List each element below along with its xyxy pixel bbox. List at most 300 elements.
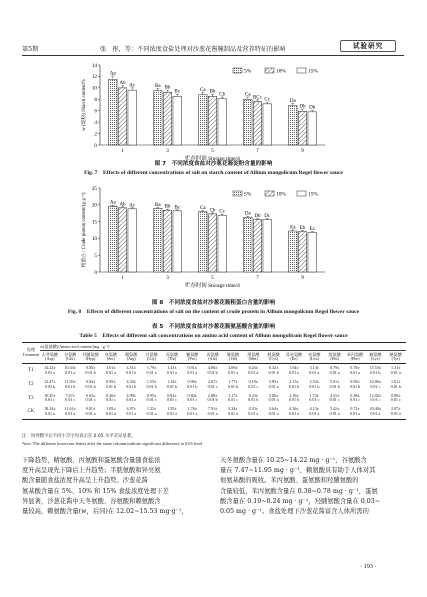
table-cell-value: 6.79±: [329, 364, 340, 370]
table-cell-value: 4.97±: [126, 406, 136, 412]
table-cell-value: 3.86±: [268, 392, 279, 398]
fig7-bar: [263, 104, 272, 145]
fig8-significance-label: Bc: [174, 205, 180, 211]
table-cell-significance: 0.01 c: [187, 397, 198, 403]
table-cell-value: 0.01±: [85, 406, 96, 412]
table-cell-significance: 0.01 a: [349, 411, 360, 417]
table-cell-value: 0.38±: [350, 392, 360, 398]
table-cell-significance: 0.01 c: [227, 397, 238, 403]
amino-acid-abbrev: (Asp): [45, 356, 55, 362]
page-number: · 193 ·: [360, 563, 377, 570]
fig7-y-tick-label: 10: [91, 85, 97, 92]
table-cell-significance: 0.01 a: [370, 411, 381, 417]
amino-acid-name-cn: 苯丙氨酸: [346, 351, 364, 357]
fig7-significance-label: Bc: [174, 89, 180, 95]
fig7-significance-label: Da: [289, 98, 296, 104]
fig8-bar: [118, 208, 127, 272]
table-cell-value: 7.91±: [207, 406, 218, 412]
amino-acid-name-cn: 天冬氨酸: [41, 351, 59, 357]
table-row-significance: [22, 385, 406, 392]
table-cell-significance: 0.01 a: [329, 369, 340, 375]
amino-acid-column-header: [182, 350, 202, 363]
table-cell-value: 0.58±: [350, 378, 360, 384]
table-cell-value: 3.64±: [268, 406, 279, 412]
table-cell-significance: 0.01 a: [288, 369, 299, 375]
table-cell-significance: 0.01 b: [390, 383, 401, 389]
table-cell-value: 0.82±: [167, 392, 177, 398]
fig8-significance-label: Ea: [290, 225, 296, 231]
fig8-bar: [109, 206, 118, 272]
body-text-line: 氨基酸含量在 5%、10% 和 15% 食盐浓度处理下差: [22, 487, 169, 495]
table-cell-significance: 0.01 c: [44, 397, 55, 403]
table-cell-significance: 0.01 b: [370, 369, 381, 375]
table-cell-significance: 0.01 b: [227, 383, 239, 389]
table-cell-significance: 0.01 c: [65, 397, 76, 403]
fig8-bar: [263, 220, 272, 272]
fig7-significance-label: Ba: [155, 83, 161, 89]
table-cell-value: 1.41±: [167, 364, 177, 370]
amino-acid-abbrev: (Ile): [290, 356, 298, 362]
body-text-line: 酸含量随食盐浓度升高呈上升趋势。沙葱花酱: [22, 477, 148, 485]
fig7-bar: [199, 95, 208, 145]
issue-label: 第5期: [22, 46, 39, 53]
table-cell-significance: 0.01 a: [126, 397, 137, 403]
table-cell-significance: 0.01 b: [187, 383, 198, 389]
amino-acid-abbrev: (Ala): [208, 356, 217, 362]
amino-acid-column-header: [324, 350, 344, 363]
treatment-label: CK: [27, 409, 35, 415]
amino-acid-name-cn: 精氨酸: [125, 351, 138, 357]
table-cell-significance: 0.01 c: [166, 397, 177, 403]
amino-acid-column-header: [141, 350, 161, 363]
section-badge: 试验研究: [340, 40, 396, 52]
body-text-line: 度升高呈现先下降后上升趋势；半胱氨酸和异亮氨: [22, 467, 161, 475]
table-cell-significance: 0.01 b: [248, 397, 259, 403]
amino-acid-name-cn: 苏氨酸: [165, 351, 179, 357]
fig7-x-tick-label: 1: [121, 148, 124, 154]
amino-acid-abbrev: (Tyr): [391, 356, 400, 362]
fig8-significance-label: Da: [244, 211, 251, 217]
amino-acid-abbrev: (Val): [228, 356, 238, 362]
fig8-legend-label: 10%: [276, 191, 286, 198]
table-cell-significance: 0.01 b: [105, 383, 116, 389]
table-cell-significance: 0.01 c: [146, 397, 157, 403]
amino-acid-column-header: [345, 350, 365, 363]
body-text-line: 天冬氨酸含量在 10.25~14.22 mg · g⁻¹，谷氨酸含: [220, 457, 367, 464]
fig7-bar: [218, 99, 227, 145]
treatment-label: T2: [28, 381, 34, 387]
table-cell-significance: 0.01 a: [309, 369, 320, 375]
figure-7-caption-cn: 图 7 不同浓度食盐对沙葱花酱淀粉含量的影响: [154, 161, 273, 167]
table-cell-significance: 0.01 c: [105, 397, 116, 403]
table-cell-significance: 0.01 b: [329, 383, 340, 389]
table-cell-value: 4.13±: [309, 406, 320, 412]
table-cell-value: 2.07±: [391, 406, 401, 412]
table-cell-value: 0.91±: [187, 364, 197, 370]
fig7-bar: [163, 92, 172, 145]
table-cell-significance: 0.01 a: [329, 411, 340, 417]
amino-acid-name-cn: 丝氨酸: [104, 351, 118, 357]
table-cell-value: 0.84±: [187, 392, 197, 398]
table-cell-significance: 0.01 a: [268, 383, 279, 389]
fig7-x-tick-label: 5: [211, 148, 214, 154]
amino-acid-abbrev: (Glu): [65, 356, 75, 362]
fig7-x-tick-label: 3: [166, 148, 169, 154]
table-cell-value: 0.80±: [391, 392, 401, 398]
table-cell-value: 12.47±: [44, 378, 56, 384]
table-cell-significance: 0.01 b: [126, 369, 137, 375]
amino-acid-name-cn: 脯氨酸: [186, 351, 199, 357]
table-cell-significance: 0.01 a: [227, 369, 238, 375]
table-cell-value: 1.35±: [146, 406, 157, 412]
table-cell-significance: 0.01 c: [248, 383, 259, 389]
table-cell-value: 20.40±: [369, 406, 382, 412]
amino-acid-abbrev: (His): [330, 356, 339, 362]
fig7-x-axis-label: 贮存时间 Storage time/d: [185, 156, 240, 160]
fig7-y-tick-label: 6: [94, 108, 97, 115]
table-cell-significance: 0.01 a: [309, 411, 320, 417]
fig8-x-axis-label: 贮存时间 Storage time/d: [185, 283, 240, 288]
fig8-significance-label: Db: [254, 214, 261, 220]
fig7-significance-label: BCc: [253, 95, 262, 101]
table-5-note-en: Note: The different lowercase letters after the same column indicate significant difference at 0.05 level.: [22, 441, 204, 446]
table-cell-value: 0.78±: [350, 364, 360, 370]
fig8-bar: [289, 231, 298, 272]
fig8-legend-swatch: [265, 191, 274, 196]
fig7-significance-label: Aa: [109, 71, 116, 77]
table-cell-value: 1.76±: [187, 406, 197, 412]
table-cell-significance: 0.01 b: [85, 369, 96, 375]
table-cell-value: 0.32±: [268, 364, 279, 370]
table-cell-significance: 0.01 b: [126, 383, 137, 389]
amino-acid-abbrev: (Cys): [269, 356, 279, 362]
fig8-significance-label: Ca: [200, 206, 206, 212]
table-cell-value: 5.01±: [329, 378, 340, 384]
fig8-x-tick-label: 7: [256, 275, 259, 281]
fig7-bar: [253, 102, 262, 145]
figure-7-chart: [0, 60, 427, 160]
body-text-line: 量在 7.47~11.95 mg · g⁻¹，赖氨酸具有助于人体对其: [220, 467, 376, 475]
amino-acid-column-header: [304, 350, 324, 363]
fig7-legend-label: 10%: [276, 68, 286, 75]
table-cell-significance: 0.01 a: [227, 411, 238, 417]
table-cell-significance: 0.01 a: [166, 411, 177, 417]
table-cell-significance: 0.01 a: [268, 411, 279, 417]
table-cell-significance: 0.01 a: [248, 369, 259, 375]
fig8-bar: [163, 210, 172, 272]
table-cell-value: 1.55±: [146, 378, 157, 384]
fig8-x-tick-label: 9: [301, 275, 304, 281]
table-cell-significance: 0.01 a: [105, 369, 116, 375]
fig7-significance-label: Ca: [200, 87, 206, 93]
table-cell-value: 2.88±: [207, 392, 218, 398]
table-cell-significance: 0.01 b: [349, 383, 361, 389]
table-cell-value: 2.67±: [207, 378, 218, 384]
body-text-left-column: [22, 456, 204, 517]
figure-8-caption-en: Fig. 8 Effects of different concentrations of salt on the content of crude protein in Allium mongolicum Regel flower sauce: [67, 309, 360, 315]
table-cell-significance: 0.01 a: [288, 411, 299, 417]
fig8-bar: [128, 209, 137, 272]
table-cell-value: 2.34±: [228, 406, 238, 412]
fig7-y-tick-label: 8: [94, 97, 97, 104]
body-text-line: 0.05 mg · g⁻¹。食盐处理下沙葱花酱富含人体所需的: [220, 508, 369, 516]
amino-acid-column-header: [223, 350, 243, 363]
table-cell-significance: 0.01 a: [349, 369, 360, 375]
table-cell-significance: 0.01 c: [207, 383, 218, 389]
treatment-label: T1: [28, 367, 34, 373]
fig8-significance-label: Aa: [109, 200, 116, 206]
table-cell-value: 1.64±: [289, 364, 299, 370]
figure-8-svg: [0, 180, 427, 288]
amino-acid-name-cn: 胱氨酸: [267, 351, 280, 357]
table-cell-significance: 0.01 a: [146, 411, 157, 417]
table-5-title-en: Table 5 Effects of different salt concentrations on amino acid content of Allium mongolicum Regel flower sauce: [79, 333, 348, 339]
table-cell-significance: 0.01 a: [268, 397, 279, 403]
table-cell-value: 12.02±: [369, 392, 382, 398]
table-cell-value: 4.06±: [207, 364, 218, 370]
fig7-bar: [109, 79, 118, 145]
table-cell-significance: 0.01 a: [187, 411, 198, 417]
fig8-bar: [199, 212, 208, 272]
fig8-bar: [154, 208, 163, 272]
body-text-right-column: [220, 456, 406, 517]
table-cell-significance: 0.01 b: [85, 383, 96, 389]
table-cell-significance: 0.01 b: [288, 397, 300, 403]
table-cell-significance: 0.01 a: [65, 369, 76, 375]
table-cell-value: 7.47±: [65, 392, 75, 398]
body-text-line: 异显著，沙葱花酱中天冬氨酸、谷氨酸和赖氨酸含: [22, 497, 161, 505]
body-text-line: 他氨基酸的吸收。苯丙氨酸、蛋氨酸和羟脯氨酸的: [220, 477, 359, 485]
fig7-y-tick-label: 0: [94, 142, 97, 149]
table-cell-value: 1.01±: [106, 364, 116, 370]
figure-8-caption-cn: 图 8 不同浓度食盐对沙葱花酱粗蛋白含量的影响: [151, 300, 276, 306]
table-cell-value: 0.24±: [248, 364, 258, 370]
fig7-bar: [308, 112, 317, 145]
fig8-bar: [308, 232, 317, 272]
table-cell-significance: 0.01 a: [105, 411, 116, 417]
table-cell-value: 0.19±: [248, 378, 258, 384]
amino-acid-column-header: [263, 350, 283, 363]
table-cell-significance: 0.01 b: [207, 397, 218, 403]
amino-acid-column-header: [284, 350, 304, 363]
table-cell-significance: 0.01 a: [85, 411, 96, 417]
amino-acid-column-header: [365, 350, 385, 363]
table-cell-significance: 0.01 b: [288, 383, 300, 389]
fig8-bar: [253, 220, 262, 272]
fig7-y-tick-label: 4: [94, 119, 97, 126]
running-title: 张 彤，等：不同浓度食盐处理对沙葱花酱腌制品及营养特征的影响: [100, 46, 286, 53]
amino-acid-name-cn: 赖氨酸: [369, 351, 382, 357]
fig8-significance-label: Ac: [129, 203, 136, 209]
table-cell-significance: 0.01 a: [146, 369, 157, 375]
table-cell-significance: 0.01 a: [390, 411, 401, 417]
table-cell-value: 0.95±: [146, 392, 157, 398]
table-cell-value: 1.55±: [167, 406, 177, 412]
fig8-legend-label: 5%: [244, 191, 252, 198]
fig7-legend-swatch: [265, 68, 274, 73]
table-cell-value: 1.17±: [228, 392, 238, 398]
fig7-legend-swatch: [233, 68, 242, 73]
fig7-significance-label: Ca: [245, 92, 251, 98]
amino-acid-name-cn: 蛋氨酸: [247, 351, 260, 357]
table-cell-value: 0.05±: [85, 364, 96, 370]
fig7-significance-label: Db: [299, 104, 306, 110]
fig7-y-tick-label: 2: [94, 131, 97, 138]
table-cell-value: 3.85±: [268, 378, 279, 384]
fig7-significance-label: Cb: [219, 92, 226, 98]
fig7-bar: [298, 111, 307, 145]
fig8-significance-label: Bb: [164, 204, 171, 210]
fig8-y-tick-label: 15: [91, 219, 97, 226]
amino-acid-name-cn: 羟脯氨酸: [82, 351, 99, 357]
fig7-bar: [173, 96, 182, 145]
table-cell-value: 2.52±: [309, 378, 320, 384]
amino-acid-name-cn: 丙氨酸: [206, 351, 219, 357]
fig8-x-tick-label: 1: [121, 275, 124, 281]
amino-acid-column-header: [121, 350, 141, 363]
fig7-significance-label: Db: [309, 105, 316, 111]
table-cell-significance: 0.01 a: [44, 411, 55, 417]
amino-acid-name-cn: 甘氨酸: [145, 351, 158, 357]
figure-7-caption-en: Fig. 7 Effects of different concentrations of salt on starch content of Allium mongolicum Regel flower sauce: [84, 170, 343, 176]
amino-acid-name-cn: 缬氨酸: [226, 351, 240, 357]
table-cell-value: 15.53±: [369, 364, 382, 370]
table-cell-value: 1.14±: [167, 378, 177, 384]
fig8-y-axis-label: 粗蛋白 / Crude protein content/(g·g⁻¹): [82, 192, 87, 268]
body-text-line: 量较高，赖氨酸含量(w，后同)在 12.02~15.53 mg·g⁻¹，: [22, 508, 188, 516]
fig8-y-tick-label: 10: [91, 236, 97, 243]
table-cell-value: 11.95±: [64, 378, 76, 384]
amino-acid-column-header: [386, 350, 406, 363]
fig8-bar: [208, 214, 217, 272]
table-row-significance: [22, 371, 406, 378]
table-cell-value: 2.06±: [228, 364, 238, 370]
figure-8-chart: [0, 180, 427, 288]
table-cell-value: 10.43±: [64, 364, 76, 370]
fig8-y-tick-label: 0: [94, 269, 97, 276]
table-cell-significance: 0.01 c: [85, 397, 96, 403]
fig7-y-tick-label: 12: [91, 74, 97, 81]
table-cell-value: 5.41±: [329, 406, 340, 412]
fig7-bar: [244, 99, 253, 145]
fig8-bar: [218, 215, 227, 272]
fig8-significance-label: Cb: [209, 208, 216, 214]
amino-acid-abbrev: (Hyp): [85, 356, 96, 362]
amino-acid-abbrev: (Met): [248, 356, 258, 362]
table-cell-value: 0.90±: [187, 378, 197, 384]
amino-acid-column-header: [40, 350, 60, 363]
fig7-x-tick-label: 7: [256, 148, 259, 154]
table-cell-significance: 0.01 a: [65, 411, 76, 417]
amino-acid-column-header: [162, 350, 182, 363]
table-cell-value: 1.31±: [391, 364, 401, 370]
table-cell-value: 18.24±: [44, 406, 56, 412]
table-5: [22, 342, 406, 420]
table-row-significance: [22, 398, 406, 405]
table-cell-significance: 0.01 c: [370, 397, 381, 403]
table-cell-significance: 0.01 b: [166, 383, 178, 389]
amino-acid-table: [22, 342, 406, 420]
fig8-significance-label: Eb: [299, 226, 306, 232]
table-cell-value: 0.46±: [106, 392, 116, 398]
fig7-y-tick-label: 14: [91, 62, 97, 69]
fig7-bar: [208, 96, 217, 145]
table-cell-value: 4.33±: [126, 378, 136, 384]
fig7-bar: [289, 106, 298, 145]
table-cell-value: 11.61±: [64, 406, 76, 412]
table-cell-value: 1.05±: [106, 406, 116, 412]
table-cell-value: 4.51±: [126, 364, 136, 370]
table-cell-value: 1.72±: [309, 392, 320, 398]
table-cell-significance: 0.01 b: [268, 369, 279, 375]
table-cell-value: 4.56±: [289, 406, 299, 412]
fig8-significance-label: Cc: [219, 209, 225, 215]
amino-acid-column-header: [80, 350, 100, 363]
table-cell-value: 4.99±: [126, 392, 136, 398]
fig8-legend-swatch: [233, 191, 242, 196]
table-cell-value: 1.77±: [228, 378, 238, 384]
fig8-y-tick-label: 5: [94, 253, 97, 259]
amino-acid-column-header: [101, 350, 121, 363]
header-rule: [22, 55, 404, 56]
fig7-legend-swatch: [297, 68, 306, 73]
table-cell-significance: 0.01 c: [349, 397, 360, 403]
fig7-significance-label: Ac: [129, 83, 136, 89]
table-cell-value: 14.06±: [369, 378, 382, 384]
fig8-legend-label: 15%: [308, 191, 318, 198]
fig8-x-tick-label: 5: [211, 275, 214, 281]
treatment-label: T3: [28, 395, 34, 401]
table-cell-value: 0.95±: [106, 378, 116, 384]
fig7-bar: [154, 91, 163, 145]
amino-acid-abbrev: (Lys): [371, 356, 380, 362]
amino-acid-name-cn: 组氨酸: [328, 351, 341, 357]
table-cell-significance: 0.01 a: [126, 411, 137, 417]
table-cell-significance: 0.01 b: [146, 383, 157, 389]
fig8-y-tick-label: 25: [91, 185, 97, 192]
table-cell-value: 0.03±: [85, 392, 96, 398]
amino-acid-abbrev: (Ser): [106, 356, 115, 362]
fig8-x-tick-label: 3: [166, 275, 169, 281]
amino-acid-name-cn: 酪氨酸: [389, 351, 402, 357]
amino-acid-abbrev: (Thr): [167, 356, 177, 362]
treatment-header: 处理 Treatment: [22, 343, 40, 364]
amino-acid-abbrev: (Phe): [350, 356, 360, 362]
amino-acid-name-cn: 异亮氨酸: [285, 351, 303, 357]
amino-acid-group-header: w(氨基酸)/Amino acid content/(mg · g⁻¹): [40, 343, 406, 351]
table-cell-value: 1.79±: [146, 364, 157, 370]
fig7-x-tick-label: 9: [301, 148, 304, 154]
fig8-y-tick-label: 20: [91, 202, 97, 209]
amino-acid-name-cn: 亮氨酸: [308, 351, 321, 357]
fig7-y-axis-label: w (淀粉) /Starch content%: [82, 79, 87, 131]
table-cell-value: 2.13±: [289, 378, 299, 384]
table-cell-significance: 0.01 a: [166, 369, 177, 375]
table-cell-significance: 0.01 c: [390, 397, 401, 403]
fig7-significance-label: Cc: [264, 97, 270, 103]
body-text-line: 酸含量在 0.19~0.24 mg · g⁻¹，羟脯氨酸含量在 0.03~: [220, 497, 381, 505]
table-cell-significance: 0.03 b: [44, 383, 55, 389]
table-cell-significance: 0.01 c: [329, 397, 340, 403]
fig8-significance-label: Ec: [309, 226, 315, 232]
table-cell-value: 0.23±: [248, 392, 258, 398]
table-row-significance: [22, 412, 406, 419]
fig7-significance-label: Bb: [164, 85, 171, 91]
table-cell-significance: 0.03 a: [44, 369, 55, 375]
table-cell-value: 4.31±: [329, 392, 340, 398]
table-cell-significance: 0.01 a: [390, 369, 401, 375]
table-5-note-cn: 注：同列数字后不同小写字母表示在 0.05 水平差异显著。: [22, 434, 136, 439]
